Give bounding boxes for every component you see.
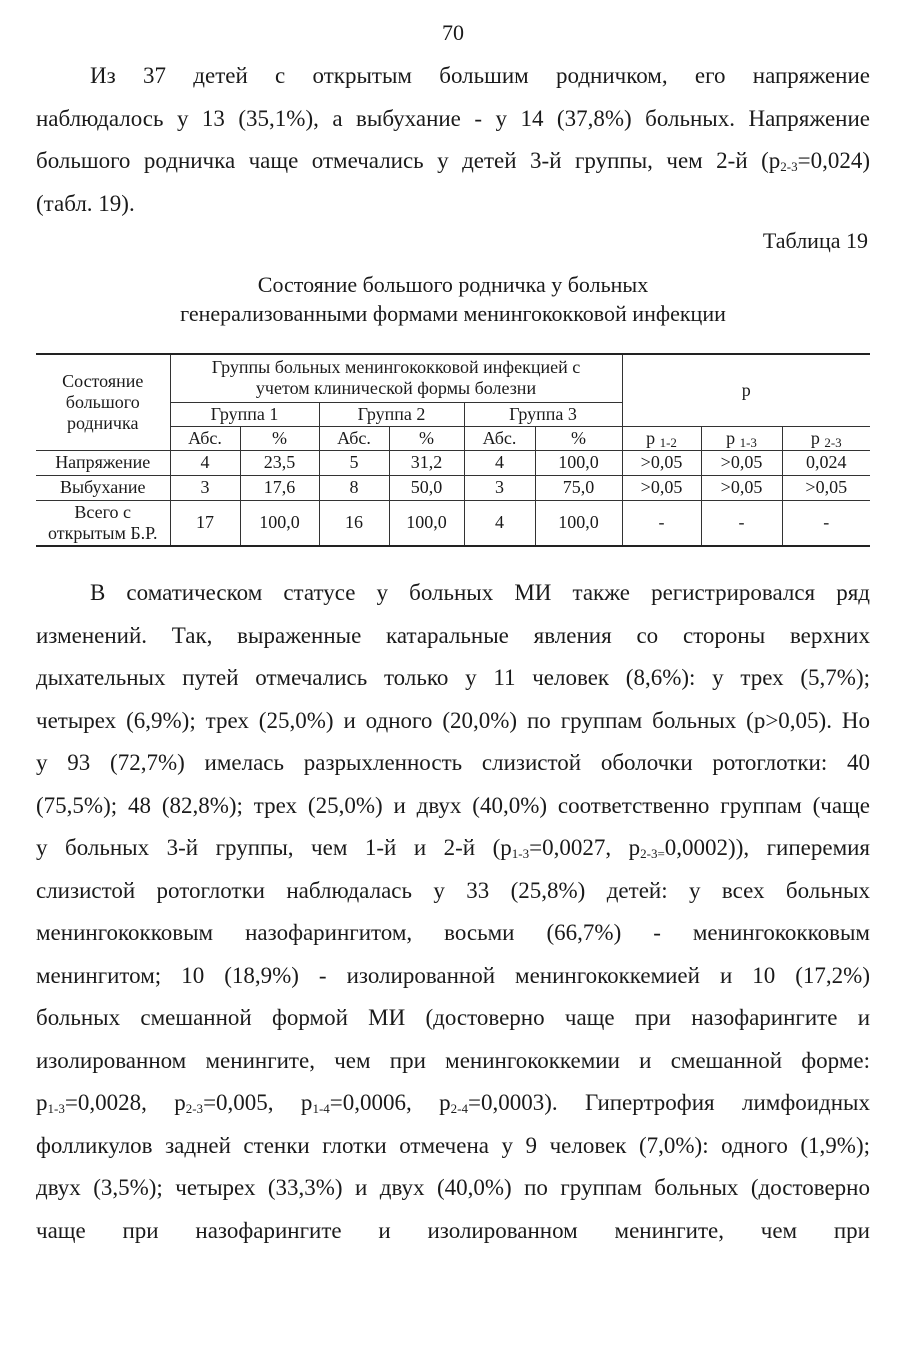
text-line: изолированном менингите, чем при менингококкемии и смешанной форме: [36,1047,870,1073]
text-line: дыхательных путей отмечались только у 11 человек (8,6%): у трех (5,7%); [36,665,870,690]
header-group-2: Группа 2 [319,402,464,426]
text-line: у больных 3-й группы, чем 1-й и 2-й ($p_{1-3}=0,0027$, $p_{2-3=}0,0002$)), гиперемия [36,835,871,861]
header-p13: p $_{1-3}$ [701,426,782,450]
header-state: Состояние большого родничка [36,354,170,450]
table-label: Таблица 19 [762,228,868,253]
text-line: Из 37 детей с открытым большим родничком, его напряжение [90,63,870,88]
table-title: Состояние большого родничка у больных генерализованными формами менингококковой инфекции [180,272,726,326]
text-line: $p_{1-3}=0,0028$, $p_{2-3}=0,005$, $p_{1-4}=0,0006$, $p_{2-4}=0,0003$). Гипертрофия лимфоидных [36,1090,870,1116]
text-line: слизистой ротоглотки наблюдалась у 33 (25,8%) детей: у всех больных [36,877,870,903]
text-line: менингококковым назофарингитом, восьми (66,7%) - менингококковым [36,920,870,945]
table-row: Всего с открытым Б.Р. 17 100,0 16 100,0 4 100,0 - - - [36,500,870,546]
text-line: чаще при назофарингите и изолированном менингите, чем при [36,1217,870,1243]
text-line: у 93 (72,7%) имелась разрыхленность слизистой оболочки ротоглотки: 40 [36,750,870,775]
header-p: p [622,354,870,426]
paragraph-1 [36,55,870,225]
header-pct: % [240,426,319,450]
header-group-3: Группа 3 [464,402,622,426]
text-line: (табл. 19). [36,190,135,216]
text-line: наблюдалось у 13 (35,1%), а выбухание - у 14 (37,8%) больных. Напряжение [36,105,870,131]
header-abs: Абс. [170,426,240,450]
header-group-1: Группа 1 [170,402,319,426]
page-number: 70 [442,20,464,45]
text-line: четырех (6,9%); трех (25,0%) и одного (20,0%) по группам больных (p>0,05). Но [36,707,870,733]
text-line: В соматическом статусе у больных МИ также регистрировался ряд [90,580,870,605]
header-abs: Абс. [319,426,389,450]
header-p12: p $_{1-2}$ [622,426,701,450]
text-line: фолликулов задней стенки глотки отмечена у 9 человек (7,0%): одного (1,9%); [36,1132,870,1158]
paragraph-2 [36,572,870,1252]
text-line: больных смешанной формой МИ (достоверно чаще при назофарингите и [36,1005,870,1030]
data-table [36,353,870,547]
header-pct: % [535,426,622,450]
table-row: Напряжение 4 23,5 5 31,2 4 100,0 >0,05 >0,05 0,024 [36,450,870,475]
table-row: Выбухание 3 17,6 8 50,0 3 75,0 >0,05 >0,05 >0,05 [36,475,870,500]
header-abs: Абс. [464,426,535,450]
header-groups: Группы больных менингококковой инфекцией с учетом клинической формы болезни [170,354,622,402]
text-line: менингитом; 10 (18,9%) - изолированной менингококкемией и 10 (17,2%) [36,962,870,988]
text-line: (75,5%); 48 (82,8%); трех (25,0%) и двух (40,0%) соответственно группам (чаще [36,792,870,818]
header-pct: % [389,426,464,450]
text-line: изменений. Так, выраженные катаральные явления со стороны верхних [36,622,870,648]
header-p23: p $_{2-3}$ [782,426,870,450]
text-line: большого родничка чаще отмечались у детей 3-й группы, чем 2-й $(p_{2-3}=0,024)$ [36,148,870,174]
text-line: двух (3,5%); четырех (33,3%) и двух (40,0%) по группам больных (достоверно [36,1175,870,1200]
